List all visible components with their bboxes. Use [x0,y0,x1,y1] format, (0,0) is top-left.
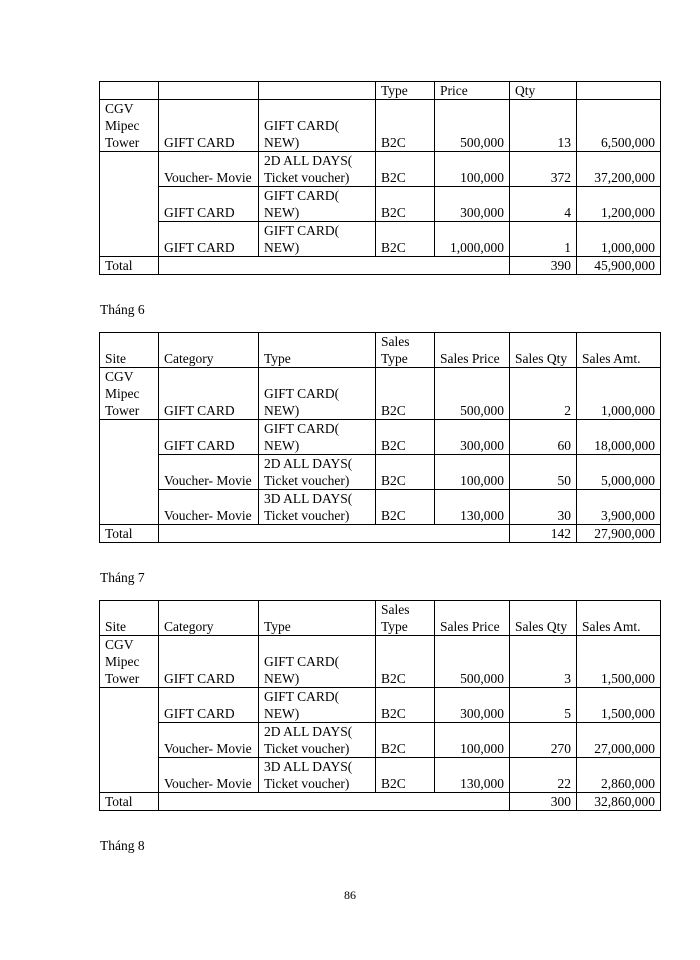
cell-price: 130,000 [435,758,510,793]
cell-type: GIFT CARD( NEW) [259,100,376,152]
total-spacer [159,257,510,275]
total-amount: 32,860,000 [577,793,661,811]
cell-price: 500,000 [435,100,510,152]
cell-price: 300,000 [435,420,510,455]
header-qty: Sales Qty [510,601,577,636]
cell-type: GIFT CARD( NEW) [259,688,376,723]
total-label: Total [100,525,159,543]
cell-type: 3D ALL DAYS( Ticket voucher) [259,490,376,525]
cell-category: Voucher- Movie [159,723,259,758]
table-row [100,420,661,455]
header-type [259,82,376,100]
total-amount: 45,900,000 [577,257,661,275]
cell-sales-type: B2C [376,368,435,420]
header-qty: Sales Qty [510,333,577,368]
cell-category: Voucher- Movie [159,490,259,525]
cell-site-merged [100,688,159,793]
total-qty: 300 [510,793,577,811]
cell-type: GIFT CARD( NEW) [259,420,376,455]
total-label: Total [100,257,159,275]
total-spacer [159,793,510,811]
cell-qty: 5 [510,688,577,723]
total-amount: 27,900,000 [577,525,661,543]
cell-category: GIFT CARD [159,420,259,455]
cell-category: Voucher- Movie [159,758,259,793]
header-category: Category [159,601,259,636]
sales-table-2 [99,332,661,543]
cell-price: 100,000 [435,455,510,490]
total-row [100,793,661,811]
header-price: Price [435,82,510,100]
table-row [100,187,661,222]
table-row [100,490,661,525]
table-row [100,758,661,793]
cell-category: GIFT CARD [159,636,259,688]
header-price: Sales Price [435,333,510,368]
header-sales-type: Sales Type [376,601,435,636]
cell-category: GIFT CARD [159,368,259,420]
header-site [100,82,159,100]
page-number: 86 [344,888,356,902]
header-category: Category [159,333,259,368]
cell-qty: 30 [510,490,577,525]
total-row [100,525,661,543]
header-amount: Sales Amt. [577,333,661,368]
cell-sales-type: B2C [376,222,435,257]
header-amount [577,82,661,100]
cell-amount: 1,500,000 [577,636,661,688]
cell-qty: 3 [510,636,577,688]
sales-table-3 [99,600,661,811]
cell-site: CGV Mipec Tower [100,368,159,420]
total-label: Total [100,793,159,811]
cell-amount: 2,860,000 [577,758,661,793]
cell-category: GIFT CARD [159,100,259,152]
cell-type: GIFT CARD( NEW) [259,222,376,257]
cell-sales-type: B2C [376,187,435,222]
cell-qty: 4 [510,187,577,222]
cell-qty: 22 [510,758,577,793]
cell-sales-type: B2C [376,490,435,525]
header-row [100,82,661,100]
cell-amount: 5,000,000 [577,455,661,490]
cell-price: 500,000 [435,368,510,420]
cell-type: GIFT CARD( NEW) [259,636,376,688]
cell-qty: 372 [510,152,577,187]
cell-type: 2D ALL DAYS( Ticket voucher) [259,152,376,187]
cell-amount: 18,000,000 [577,420,661,455]
total-qty: 390 [510,257,577,275]
table-row [100,723,661,758]
table-row [100,368,661,420]
cell-site: CGV Mipec Tower [100,636,159,688]
cell-sales-type: B2C [376,455,435,490]
table-row [100,100,661,152]
cell-amount: 1,200,000 [577,187,661,222]
cell-category: GIFT CARD [159,187,259,222]
cell-site: CGV Mipec Tower [100,100,159,152]
cell-qty: 50 [510,455,577,490]
header-amount: Sales Amt. [577,601,661,636]
cell-category: Voucher- Movie [159,455,259,490]
header-type: Type [259,601,376,636]
header-row [100,333,661,368]
cell-price: 1,000,000 [435,222,510,257]
cell-sales-type: B2C [376,723,435,758]
cell-qty: 2 [510,368,577,420]
cell-type: GIFT CARD( NEW) [259,187,376,222]
cell-amount: 1,500,000 [577,688,661,723]
cell-amount: 37,200,000 [577,152,661,187]
header-price: Sales Price [435,601,510,636]
header-row [100,601,661,636]
cell-price: 100,000 [435,723,510,758]
cell-qty: 13 [510,100,577,152]
cell-qty: 270 [510,723,577,758]
cell-category: GIFT CARD [159,688,259,723]
cell-category: Voucher- Movie [159,152,259,187]
cell-amount: 1,000,000 [577,222,661,257]
cell-type: 3D ALL DAYS( Ticket voucher) [259,758,376,793]
header-site: Site [100,601,159,636]
table-row [100,222,661,257]
cell-amount: 6,500,000 [577,100,661,152]
total-row [100,257,661,275]
cell-type: 2D ALL DAYS( Ticket voucher) [259,723,376,758]
cell-price: 500,000 [435,636,510,688]
total-qty: 142 [510,525,577,543]
header-sales-type: Sales Type [376,333,435,368]
cell-amount: 1,000,000 [577,368,661,420]
month-heading: Tháng 7 [100,570,145,585]
cell-qty: 60 [510,420,577,455]
month-heading: Tháng 8 [100,838,145,853]
cell-sales-type: B2C [376,420,435,455]
cell-sales-type: B2C [376,100,435,152]
cell-sales-type: B2C [376,152,435,187]
header-category [159,82,259,100]
header-type: Type [259,333,376,368]
cell-type: GIFT CARD( NEW) [259,368,376,420]
header-site: Site [100,333,159,368]
cell-price: 100,000 [435,152,510,187]
table-row [100,455,661,490]
table-row [100,152,661,187]
cell-price: 300,000 [435,187,510,222]
cell-site-merged [100,420,159,525]
total-spacer [159,525,510,543]
cell-category: GIFT CARD [159,222,259,257]
sales-table-1 [99,81,661,275]
cell-sales-type: B2C [376,758,435,793]
cell-type: 2D ALL DAYS( Ticket voucher) [259,455,376,490]
header-qty: Qty [510,82,577,100]
cell-sales-type: B2C [376,688,435,723]
cell-qty: 1 [510,222,577,257]
cell-price: 300,000 [435,688,510,723]
header-sales-type: Type [376,82,435,100]
month-heading: Tháng 6 [100,302,145,317]
cell-sales-type: B2C [376,636,435,688]
cell-site-merged [100,152,159,257]
cell-amount: 27,000,000 [577,723,661,758]
cell-amount: 3,900,000 [577,490,661,525]
table-row [100,636,661,688]
table-row [100,688,661,723]
cell-price: 130,000 [435,490,510,525]
